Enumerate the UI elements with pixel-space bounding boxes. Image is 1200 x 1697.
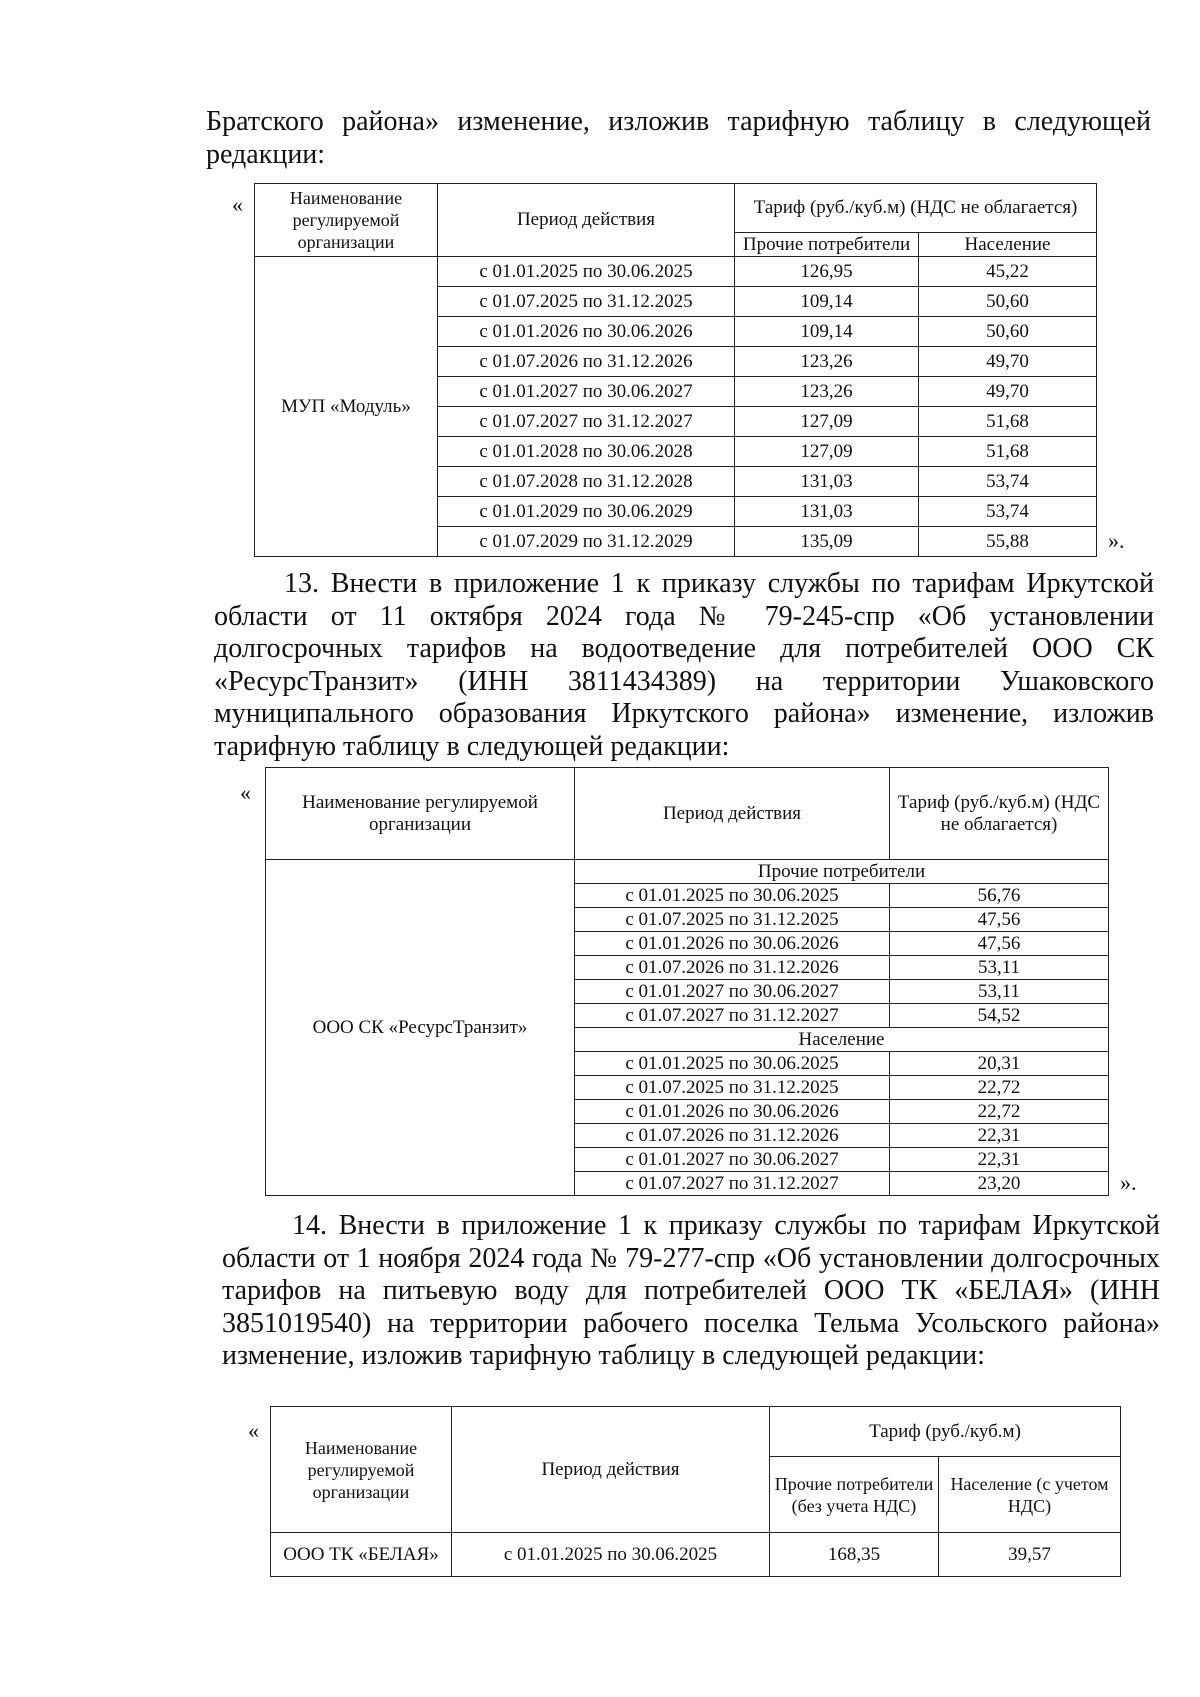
table-cell-population: 53,74 — [919, 467, 1097, 497]
table-cell-period: с 01.01.2025 по 30.06.2025 — [438, 257, 735, 287]
table2-close-quote: ». — [1120, 1170, 1137, 1195]
table-cell-value: 23,20 — [890, 1172, 1109, 1196]
table-cell-period: с 01.01.2025 по 30.06.2025 — [452, 1533, 770, 1577]
table1-header-tariff: Тариф (руб./куб.м) (НДС не облагается) — [735, 184, 1097, 233]
table-cell-other: 127,09 — [735, 407, 919, 437]
table1-header-org: Наименование регулируемой организации — [255, 184, 438, 257]
table-cell-other: 135,09 — [735, 527, 919, 557]
table2-header-org: Наименование регулируемой организации — [266, 768, 575, 860]
table-cell-value: 22,31 — [890, 1148, 1109, 1172]
table-cell-other: 109,14 — [735, 317, 919, 347]
table-cell-value: 54,52 — [890, 1004, 1109, 1028]
table-cell-population: 49,70 — [919, 377, 1097, 407]
table1-open-quote: « — [232, 192, 243, 217]
table2-group-population: Население — [575, 1028, 1109, 1052]
table3-header-other: Прочие потребители (без учета НДС) — [770, 1457, 939, 1533]
table-cell-value: 56,76 — [890, 884, 1109, 908]
table-cell-value: 22,72 — [890, 1076, 1109, 1100]
table-cell-period: с 01.07.2027 по 31.12.2027 — [438, 407, 735, 437]
table2-header-tariff: Тариф (руб./куб.м) (НДС не облагается) — [890, 768, 1109, 860]
table2-open-quote: « — [240, 780, 251, 805]
table-cell-other: 123,26 — [735, 347, 919, 377]
table3-header-tariff: Тариф (руб./куб.м) — [770, 1407, 1121, 1457]
table-cell-period: с 01.01.2026 по 30.06.2026 — [575, 1100, 890, 1124]
table-cell-other: 126,95 — [735, 257, 919, 287]
table-cell-value: 53,11 — [890, 980, 1109, 1004]
table1-close-quote: ». — [1108, 528, 1125, 553]
table-cell-other: 168,35 — [770, 1533, 939, 1577]
table1-org-name: МУП «Модуль» — [255, 257, 438, 557]
table-cell-population: 49,70 — [919, 347, 1097, 377]
table-cell-value: 22,72 — [890, 1100, 1109, 1124]
paragraph-14 — [222, 1210, 1160, 1373]
table-cell-period: с 01.07.2026 по 31.12.2026 — [575, 1124, 890, 1148]
table2-group-other: Прочие потребители — [575, 860, 1109, 884]
table1-header-other: Прочие потребители — [735, 233, 919, 257]
table-cell-period: с 01.01.2026 по 30.06.2026 — [575, 932, 890, 956]
table-cell-population: 50,60 — [919, 287, 1097, 317]
table-cell-value: 53,11 — [890, 956, 1109, 980]
table-cell-period: с 01.01.2025 по 30.06.2025 — [575, 884, 890, 908]
table2 — [265, 767, 1109, 1196]
table3-header-org: Наименование регулируемой организации — [271, 1407, 452, 1533]
table-cell-population: 55,88 — [919, 527, 1097, 557]
table-cell-population: 45,22 — [919, 257, 1097, 287]
table-cell-period: с 01.01.2027 по 30.06.2027 — [575, 980, 890, 1004]
table-cell-period: с 01.07.2025 по 31.12.2025 — [575, 908, 890, 932]
table-cell-period: с 01.07.2029 по 31.12.2029 — [438, 527, 735, 557]
table-cell-period: с 01.07.2026 по 31.12.2026 — [575, 956, 890, 980]
table-cell-value: 22,31 — [890, 1124, 1109, 1148]
table3 — [270, 1406, 1121, 1577]
table2-header-period: Период действия — [575, 768, 890, 860]
table-cell-population: 39,57 — [939, 1533, 1121, 1577]
table-cell-population: 51,68 — [919, 407, 1097, 437]
table-cell-other: 109,14 — [735, 287, 919, 317]
table1-header-population: Население — [919, 233, 1097, 257]
table3-header-period: Период действия — [452, 1407, 770, 1533]
table1-header-period: Период действия — [438, 184, 735, 257]
table2-org-name: ООО СК «РесурсТранзит» — [266, 860, 575, 1196]
table-cell-population: 53,74 — [919, 497, 1097, 527]
table-cell-value: 47,56 — [890, 908, 1109, 932]
table3-header-population: Население (с учетом НДС) — [939, 1457, 1121, 1533]
table-cell-period: с 01.01.2027 по 30.06.2027 — [438, 377, 735, 407]
paragraph-14-text: 14. Внести в приложение 1 к приказу службы по тарифам Иркутской области от 1 ноября 2024 года № 79-277-спр «Об установлении долгосрочных тарифов на питьевую воду для потребителей ООО ТК «БЕЛАЯ» (ИНН 3851019540) на территории рабочего поселка Тельма Усольского района» изменение, изложив тарифную таблицу в следующей редакции: — [222, 1210, 1160, 1371]
table-cell-value: 20,31 — [890, 1052, 1109, 1076]
table-cell-period: с 01.07.2028 по 31.12.2028 — [438, 467, 735, 497]
table1 — [254, 183, 1097, 557]
table-cell-period: с 01.01.2025 по 30.06.2025 — [575, 1052, 890, 1076]
table-cell-population: 51,68 — [919, 437, 1097, 467]
table3-org-name: ООО ТК «БЕЛАЯ» — [271, 1533, 452, 1577]
table-cell-period: с 01.07.2025 по 31.12.2025 — [575, 1076, 890, 1100]
paragraph-13 — [214, 568, 1154, 763]
table-cell-other: 131,03 — [735, 467, 919, 497]
intro-paragraph: Братского района» изменение, изложив тарифную таблицу в следующей редакции: — [206, 106, 1151, 170]
paragraph-13-text: 13. Внести в приложение 1 к приказу службы по тарифам Иркутской области от 11 октября 2024 года № 79-245-спр «Об установлении долгосрочных тарифов на водоотведение для потребителей ООО СК «РесурсТранзит» (ИНН 3811434389) на территории Ушаковского муниципального образования Иркутского района» изменение, изложив тарифную таблицу в следующей редакции: — [214, 568, 1154, 762]
table-cell-period: с 01.01.2027 по 30.06.2027 — [575, 1148, 890, 1172]
table3-open-quote: « — [248, 1418, 259, 1443]
table-cell-population: 50,60 — [919, 317, 1097, 347]
table-cell-period: с 01.07.2025 по 31.12.2025 — [438, 287, 735, 317]
table-cell-other: 123,26 — [735, 377, 919, 407]
table-cell-period: с 01.01.2026 по 30.06.2026 — [438, 317, 735, 347]
table-cell-value: 47,56 — [890, 932, 1109, 956]
table-cell-period: с 01.07.2027 по 31.12.2027 — [575, 1172, 890, 1196]
table-cell-other: 131,03 — [735, 497, 919, 527]
table-cell-period: с 01.01.2028 по 30.06.2028 — [438, 437, 735, 467]
table-cell-other: 127,09 — [735, 437, 919, 467]
table-cell-period: с 01.01.2029 по 30.06.2029 — [438, 497, 735, 527]
table-cell-period: с 01.07.2026 по 31.12.2026 — [438, 347, 735, 377]
table-cell-period: с 01.07.2027 по 31.12.2027 — [575, 1004, 890, 1028]
